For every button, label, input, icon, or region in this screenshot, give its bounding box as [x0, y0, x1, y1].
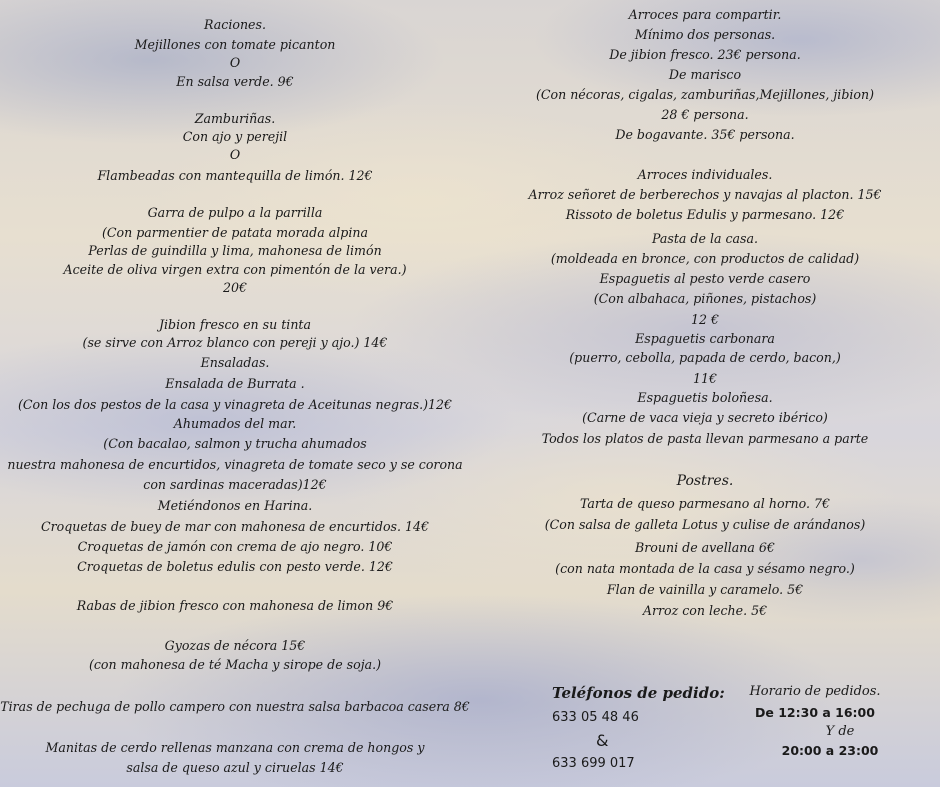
menu-line: Perlas de guindilla y lima, mahonesa de limón [88, 243, 382, 258]
order-phones-title: Teléfonos de pedido: [552, 684, 725, 702]
menu-line: 11€ [692, 371, 718, 386]
order-hours-title: Horario de pedidos. [749, 684, 881, 699]
menu-line: (Con albahaca, piñones, pistachos) [593, 291, 817, 306]
menu-line: Flambeadas con mantequilla de limón. 12€ [97, 168, 373, 183]
menu-line: (Con parmentier de patata morada alpina [101, 225, 368, 240]
menu-line: (Con nécoras, cigalas, zamburiñas,Mejillones, jibion) [535, 87, 875, 102]
menu-line: Rissoto de boletus Edulis y parmesano. 12€ [565, 207, 845, 222]
menu-line: (se sirve con Arroz blanco con pereji y ajo.) 14€ [82, 335, 388, 350]
menu-line: (moldeada en bronce, con productos de calidad) [550, 251, 860, 266]
menu-line: (Con los dos pestos de la casa y vinagreta de Aceitunas negras.)12€ [17, 397, 453, 412]
menu-line: Mejillones con tomate picanton [134, 37, 336, 52]
menu-line: 28 € persona. [661, 107, 749, 122]
menu-line: Gyozas de nécora 15€ [164, 638, 306, 653]
menu-line: con sardinas maceradas)12€ [143, 477, 327, 492]
menu-line: Brouni de avellana 6€ [635, 540, 775, 555]
menu-line: Pasta de la casa. [651, 231, 759, 246]
menu-line: Mínimo dos personas. [634, 27, 776, 42]
hours-slot: De 12:30 a 16:00 [755, 705, 875, 720]
menu-line: Croquetas de boletus edulis con pesto verde. 12€ [77, 559, 393, 574]
menu-line: Raciones. [204, 17, 266, 32]
menu-line: Croquetas de buey de mar con mahonesa de encurtidos. 14€ [40, 519, 430, 534]
menu-line: Jibion fresco en su tinta [158, 317, 311, 332]
menu-line: 20€ [222, 280, 248, 295]
menu-line: (puerro, cebolla, papada de cerdo, bacon,) [569, 350, 841, 365]
menu-line: Con ajo y perejil [182, 129, 288, 144]
menu-line: (Carne de vaca vieja y secreto ibérico) [582, 410, 828, 425]
menu-line: O [229, 55, 241, 70]
menu-line: Tarta de queso parmesano al horno. 7€ [579, 496, 831, 511]
menu-line: Espaguetis boloñesa. [637, 390, 773, 405]
phone-separator: & [596, 731, 609, 750]
menu-line: Rabas de jibion fresco con mahonesa de limon 9€ [76, 598, 394, 613]
menu-line: (con mahonesa de té Macha y sirope de soja.) [88, 657, 382, 672]
menu-line: Ahumados del mar. [173, 416, 297, 431]
menu-line: En salsa verde. 9€ [176, 74, 294, 89]
menu-line: nuestra mahonesa de encurtidos, vinagreta de tomate seco y se corona [7, 457, 463, 472]
menu-line: Metiéndonos en Harina. [157, 498, 313, 513]
order-phones [552, 684, 742, 771]
menu-line: Arroces para compartir. [628, 7, 782, 22]
menu-line: salsa de queso azul y ciruelas 14€ [126, 760, 344, 775]
menu-line: Espaguetis carbonara [635, 331, 775, 346]
menu-line: O [229, 147, 241, 162]
menu-line: Espaguetis al pesto verde casero [599, 271, 811, 286]
hours-separator: Y de [825, 724, 855, 739]
phone-number[interactable]: 633 05 48 46 [552, 710, 639, 725]
hours-slot: 20:00 a 23:00 [781, 743, 879, 758]
menu-line: Croquetas de jamón con crema de ajo negro. 10€ [77, 539, 393, 554]
order-hours [740, 684, 890, 758]
menu-line: Tiras de pechuga de pollo campero con nuestra salsa barbacoa casera 8€ [0, 699, 470, 714]
menu-line: Flan de vainilla y caramelo. 5€ [606, 582, 804, 597]
menu-line: Arroz señoret de berberechos y navajas al placton. 15€ [528, 187, 882, 202]
menu-line: Ensalada de Burrata . [165, 376, 305, 391]
menu-line: Todos los platos de pasta llevan parmesano a parte [541, 431, 869, 446]
menu-line: Zamburiñas. [194, 111, 276, 126]
menu-line: (con nata montada de la casa y sésamo negro.) [555, 561, 855, 576]
menu-line: De bogavante. 35€ persona. [615, 127, 795, 142]
menu-line: (Con bacalao, salmon y trucha ahumados [103, 436, 367, 451]
menu-line: (Con salsa de galleta Lotus y culise de arándanos) [544, 517, 866, 532]
menu-line: Arroz con leche. 5€ [642, 603, 768, 618]
menu-line: 12 € [690, 312, 720, 327]
menu-line: Ensaladas. [200, 355, 270, 370]
phone-number[interactable]: 633 699 017 [552, 756, 635, 771]
menu-line: Garra de pulpo a la parrilla [147, 205, 323, 220]
menu-line: Manitas de cerdo rellenas manzana con crema de hongos y [45, 740, 425, 755]
menu-line: De jibion fresco. 23€ persona. [609, 47, 801, 62]
menu-line: Arroces individuales. [637, 167, 773, 182]
menu-line: Postres. [676, 473, 734, 489]
menu-line: De marisco [668, 67, 742, 82]
menu-line: Aceite de oliva virgen extra con pimentón de la vera.) [63, 262, 407, 277]
